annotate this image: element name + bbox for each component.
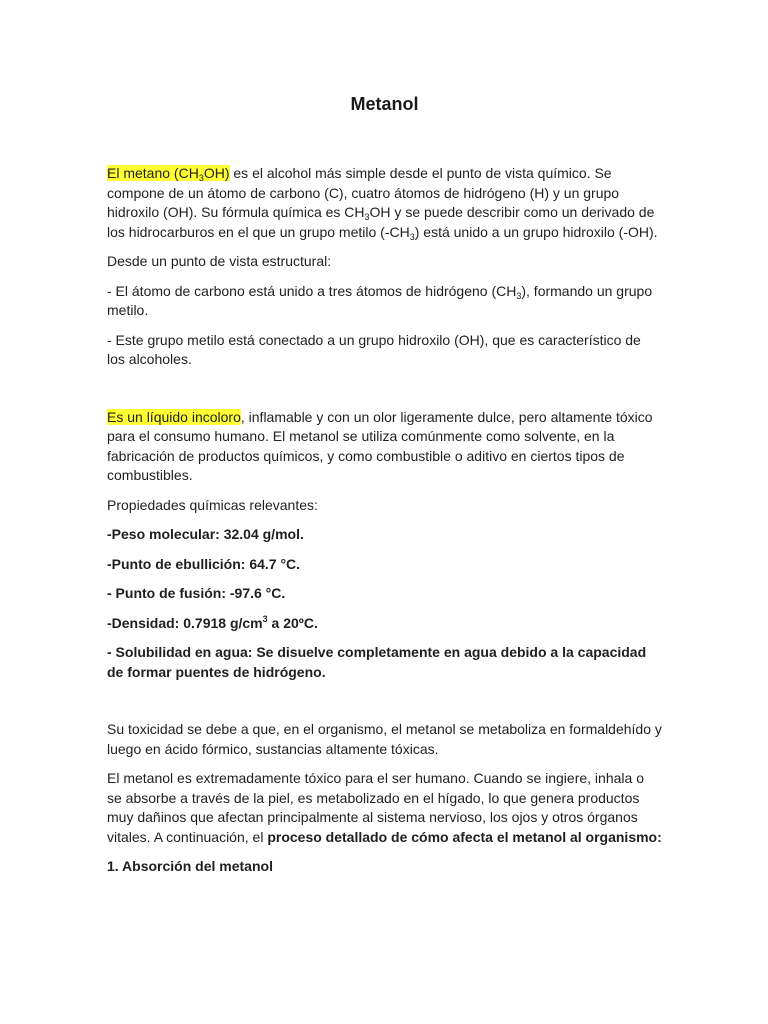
highlight-text-end: OH) [203,165,230,181]
intro-paragraph [107,164,662,242]
subscript: 3 [364,212,370,222]
density-text: -Densidad: 0.7918 g/cm [107,614,263,631]
intro-text-2: OH y se puede describir como un derivado de los hidrocarburos en el que un grupo metilo (-CH [107,204,655,240]
subscript: 3 [409,231,415,242]
structural-heading: Desde un punto de vista estructural: [107,253,332,269]
density-temp: a 20ºC. [267,614,318,631]
superscript: 3 [262,613,268,624]
bullet-carbon [107,282,662,321]
highlight-liquid: Es un líquido incoloro [107,408,241,425]
extreme-bold-text: proceso detallado de cómo afecta el metanol al organismo: [267,828,662,845]
properties-heading: Propiedades químicas relevantes: [107,496,318,513]
subscript: 3 [516,290,522,301]
section-heading-absorption: 1. Absorción del metanol [107,858,273,874]
intro-text-1: es el alcohol más simple desde el punto de vista químico. Se compone de un átomo de carbono (C), cuatro átomos de hidrógeno (H) y un grupo hidroxilo (OH). Su fórmula química es CH [107,165,620,220]
property-melting-point: - Punto de fusión: -97.6 °C. [107,585,286,601]
bullet-hydroxyl: - Este grupo metilo está conectado a un grupo hidroxilo (OH), que es característico de los alcoholes. [107,331,641,367]
extreme-text: El metanol es extremadamente tóxico para el ser humano. Cuando se ingiere, inhala o se absorbe a través de la piel, es metabolizado en el hígado, lo que genera productos muy dañinos que afectan principalmente al sistema nervioso, los ojos y otros órganos vitales. A continuación, el [107,770,644,845]
liquid-text: , inflamable y con un olor ligeramente dulce, pero altamente tóxico para el consumo humano. El metanol se utiliza comúnmente como solvente, en la fabricación de productos químicos, y como combustible o aditivo en ciertos tipos de combustibles. [107,408,653,483]
page-title: Metanol [350,94,419,114]
liquid-paragraph [107,408,662,486]
intro-text-3: ) está unido a un grupo hidroxilo (-OH). [414,223,658,240]
bullet-text-1: - El átomo de carbono está unido a tres átomos de hidrógeno (CH [107,282,517,299]
property-boiling-point: -Punto de ebullición: 64.7 °C. [107,555,301,572]
property-density [107,614,662,634]
property-molecular-weight: -Peso molecular: 32.04 g/mol. [107,526,304,542]
toxicity-paragraph: Su toxicidad se debe a que, en el organismo, el metanol se metaboliza en formaldehído y luego en ácido fórmico, sustancias altamente tóxicas. [107,721,662,757]
property-solubility: - Solubilidad en agua: Se disuelve completamente en agua debido a la capacidad de formar puentes de hidrógeno. [107,644,647,680]
subscript: 3 [198,173,204,183]
highlight-text: El metano (CH [107,165,199,181]
highlight-methane [107,165,230,181]
bullet-text-2: ), formando un grupo metilo. [107,282,653,318]
extreme-toxicity-paragraph [107,769,662,847]
